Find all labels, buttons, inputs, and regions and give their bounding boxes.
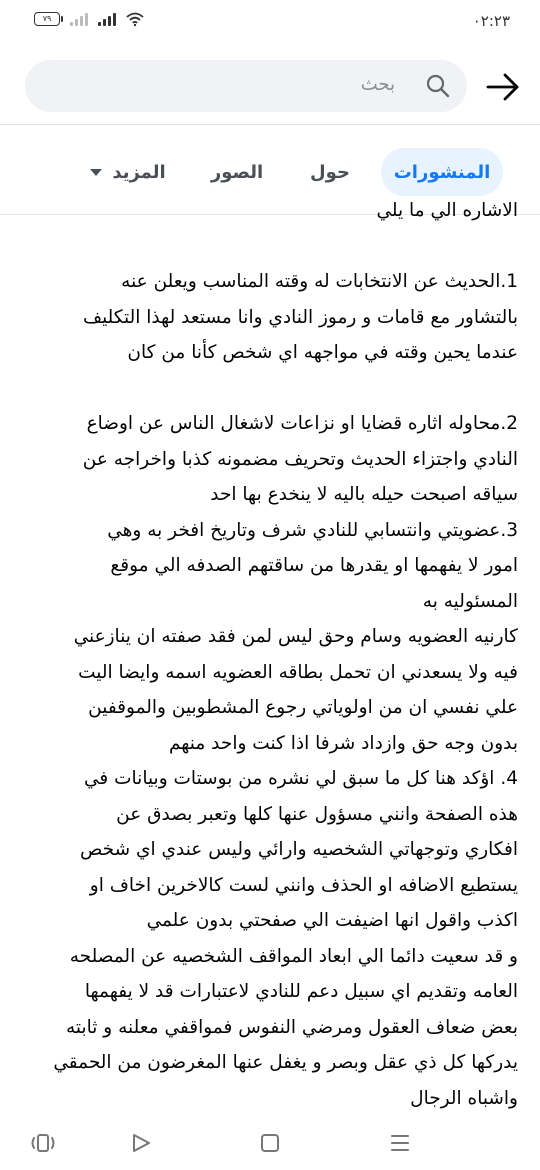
post-line: سياقه اصبحت حيله باليه لا ينخدع بها احد [210, 484, 518, 505]
signal-icon [98, 12, 116, 26]
post-line: علي نفسي ان من اولوياتي رجوع المشطوبين والموقفين [88, 697, 518, 718]
status-bar [0, 0, 540, 44]
dropdown-triangle-icon [90, 169, 102, 176]
status-time: ٠٢:٢٣ [472, 12, 510, 30]
tab-posts-label: المنشورات [393, 161, 491, 183]
post-line: واشباه الرجال [410, 1087, 518, 1109]
post-line: عندما يحين وقته في مواجهه اي شخص كأنا من كان [127, 342, 518, 363]
post-line: 4. اؤكد هنا كل ما سبق لي نشره من بوستات وبيانات في [83, 768, 518, 789]
post-text [22, 200, 518, 1115]
post-line: 1.الحديث عن الانتخابات له وقته المناسب ويعلن عنه [121, 271, 518, 292]
post-line: يستطيع الاضافه او الحذف وانني لست كالاخرين اخاف او [89, 874, 518, 896]
home-square-icon[interactable] [255, 1128, 285, 1158]
battery-icon [34, 12, 60, 26]
battery-level: ٧٩ [42, 14, 52, 23]
back-arrow-icon[interactable] [484, 72, 522, 102]
tab-posts[interactable] [381, 148, 503, 196]
post-line: النادي واجتزاء الحديث وتحريف مضمونه كذبا واخراجه عن [82, 448, 518, 470]
post-line: و قد سعيت دائما الي ابعاد المواقف الشخصيه عن المصلحه [69, 945, 518, 967]
post-line: اكذب واقول انها اضيفت الي صفحتي بدون علمي [146, 910, 518, 931]
tab-about-label: حول [310, 161, 350, 183]
post-line: فيه ولا يسعدني ان تحمل بطاقه العضويه اسمه وايضا اليت [78, 661, 518, 683]
search-header [0, 52, 540, 124]
post-line: كارنيه العضويه وسام وحق ليس لمن فقد صفته ان ينازعني [73, 626, 518, 647]
search-placeholder: بحث [360, 74, 395, 95]
post-blank-line [22, 229, 518, 265]
post-line: العامه وتقديم اي سبيل دعم للنادي لاعتبارات قد لا يفهمها [84, 981, 518, 1002]
tab-photos-label: الصور [210, 161, 264, 183]
post-line: بالتشاور مع قامات و رموز النادي وانا مستعد لهذا التكليف [82, 306, 518, 328]
system-nav-bar [0, 1116, 540, 1170]
profile-tabs [0, 144, 540, 200]
tab-photos[interactable] [200, 148, 274, 196]
back-triangle-icon[interactable] [126, 1128, 156, 1158]
tab-more[interactable] [82, 148, 174, 196]
header-divider [0, 124, 540, 125]
post-line: الاشاره الي ما يلي [376, 200, 518, 221]
post-line: يدركها كل ذي عقل وبصر و يغفل عنها المغرضون من الحمقي [53, 1052, 518, 1073]
post-line: المسئوليه به [422, 590, 518, 612]
post-line: امور لا يفهمها او يقدرها من ساقتهم الصدفه الي موقع [110, 555, 518, 576]
post-line: 2.محاوله اثاره قضايا او نزاعات لاشغال الناس عن اوضاع [86, 413, 518, 434]
search-icon [425, 73, 451, 99]
post-line: هذه الصفحة وانني مسؤول عنها كلها وتعبر بصدق عن [116, 803, 518, 825]
status-icons [34, 12, 144, 26]
post-line: بعض ضعاف العقول ومرضي النفوس فمواقفي معلنه و ثابته [65, 1016, 518, 1038]
post-line: افكاري وتوجهاتي الشخصيه وارائي وليس عندي اي شخص [80, 839, 518, 860]
wifi-icon [126, 12, 144, 26]
post-line: بدون وجه حق وازداد شرفا اذا كنت واحد منهم [168, 732, 518, 754]
tab-about[interactable] [300, 148, 360, 196]
search-input[interactable] [25, 60, 467, 112]
tab-more-label: المزيد [112, 161, 166, 183]
post-line: 3.عضويتي وانتسابي للنادي شرف وتاريخ افخر به وهي [107, 519, 518, 541]
signal-icon [70, 12, 88, 26]
menu-lines-icon[interactable] [385, 1128, 415, 1158]
screen-mirror-icon[interactable] [28, 1128, 58, 1158]
post-blank-line [22, 371, 518, 407]
